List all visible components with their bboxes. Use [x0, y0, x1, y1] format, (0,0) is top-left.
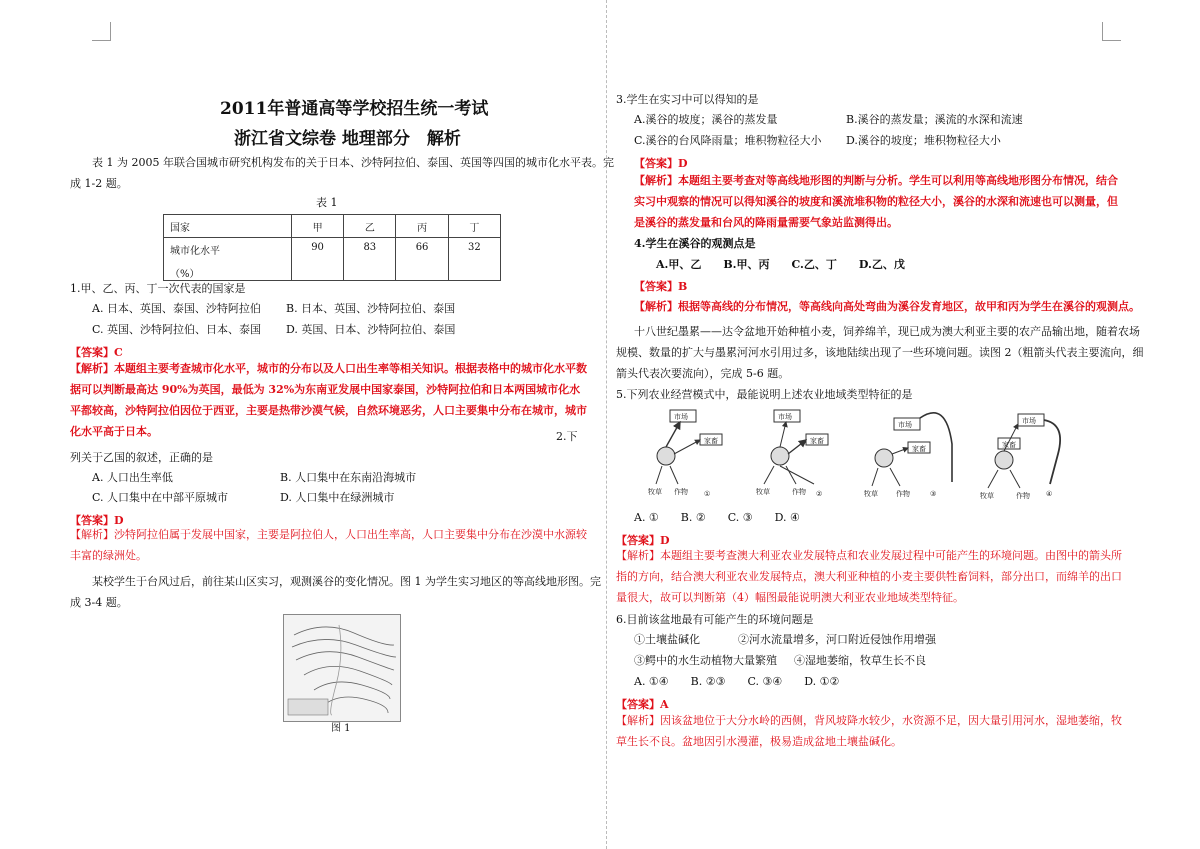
- statement-4: ④湿地萎缩，牧草生长不良: [794, 654, 926, 667]
- urbanization-table: [163, 214, 501, 281]
- table-caption: 表 1: [316, 196, 338, 209]
- question-2-tail: 2.下: [556, 430, 578, 443]
- intro-text: 表 1 为 2005 年联合国城市研究机构发布的关于日本、沙特阿拉伯、泰国、英国等四国的城市化水平表。完: [92, 156, 614, 169]
- question-1: 1.甲、乙、丙、丁一次代表的国家是: [70, 282, 246, 295]
- table-header-cell: 甲: [291, 215, 343, 238]
- label-crop: 作物: [792, 488, 806, 496]
- intro-text: 规模、数量的扩大与墨累河河水引用过多，该地陆续出现了一些环境问题。读图 2（粗箭头代表主要流向，细: [616, 346, 1144, 359]
- diagram-number-2: ②: [816, 490, 823, 498]
- table-row-label: [164, 238, 292, 281]
- explanation-4: 【解析】根据等高线的分布情况，等高线向高处弯曲为溪谷发育地区，故甲和丙为学生在溪谷的观测点。: [634, 300, 1140, 313]
- option-b: B.溪谷的蒸发量；溪流的水深和流速: [846, 113, 1023, 126]
- intro-text: 箭头代表次要流向），完成 5-6 题。: [616, 367, 790, 380]
- question-5-options: A. ① B. ② C. ③ D. ④: [634, 511, 800, 524]
- answer-1: 【答案】C: [70, 346, 123, 359]
- diagram-number-3: ③: [930, 490, 937, 498]
- label-pasture: 牧草: [648, 488, 662, 496]
- option-d: D.溪谷的坡度；堆积物粒径大小: [846, 134, 1001, 147]
- label-market: 市场: [674, 413, 688, 421]
- answer-5: 【答案】D: [616, 534, 670, 547]
- label-market: 市场: [898, 421, 912, 429]
- intro-text: 某校学生于台风过后，前往某山区实习，观测溪谷的变化情况。图 1 为学生实习地区的等高线地形图。完: [92, 575, 601, 588]
- table-unit: （%）: [170, 269, 200, 280]
- page-subtitle: 浙江省文综卷 地理部分 解析: [234, 129, 461, 149]
- label-market: 市场: [1022, 417, 1036, 425]
- option-c: C. 英国、沙特阿拉伯、日本、泰国: [92, 323, 262, 336]
- option-d: D. 人口集中在绿洲城市: [280, 491, 395, 504]
- option-a: A.溪谷的坡度；溪谷的蒸发量: [634, 113, 778, 126]
- table-header-cell: 国家: [164, 215, 292, 238]
- label-market: 市场: [778, 413, 792, 421]
- statement-1: ①土壤盐碱化: [634, 633, 700, 646]
- label-crop: 作物: [1016, 492, 1030, 500]
- label-pasture: 牧草: [756, 488, 770, 496]
- table-cell: 66: [396, 238, 448, 281]
- question-4-options: A.甲、乙 B.甲、丙 C.乙、丁 D.乙、戊: [656, 258, 905, 271]
- label-pasture: 牧草: [980, 492, 994, 500]
- explanation-1: 【解析】本题组主要考查城市化水平，城市的分布以及人口出生率等相关知识。根据表格中的城市化水平数据可以判断最高达 90%为英国，最低为 32%为东南亚发展中国家泰国，沙特阿拉伯和日本两国城市化水平都较高，沙特阿拉伯因位于西亚，主要是热带沙漠气候，自然环境恶劣，人口主要集中分布在城市，城市化水平高于日本。: [70, 362, 587, 438]
- question-3: 3.学生在实习中可以得知的是: [616, 93, 759, 106]
- label-crop: 作物: [674, 488, 688, 496]
- option-b: B. 人口集中在东南沿海城市: [280, 471, 417, 484]
- table-cell: 32: [448, 238, 500, 281]
- figure-caption: 图 1: [331, 723, 351, 734]
- table-cell: 83: [344, 238, 396, 281]
- page-divider: [606, 0, 607, 849]
- intro-text: 十八世纪墨累——达令盆地开始种植小麦，饲养绵羊，现已成为澳大利亚主要的农产品输出地，随着农场: [634, 325, 1140, 338]
- crop-mark: [92, 22, 111, 41]
- option-a: A. 日本、英国、泰国、沙特阿拉伯: [92, 302, 261, 315]
- contour-map-figure: [283, 614, 401, 722]
- statement-2: ②河水流量增多，河口附近侵蚀作用增强: [738, 633, 936, 646]
- option-c: C.溪谷的台风降雨量；堆积物粒径大小: [634, 134, 822, 147]
- label-crop: 作物: [896, 490, 910, 498]
- farming-diagrams: [646, 404, 1066, 500]
- option-c: C. 人口集中在中部平原城市: [92, 491, 229, 504]
- answer-6: 【答案】A: [616, 698, 669, 711]
- question-6: 6.目前该盆地最有可能产生的环境问题是: [616, 613, 814, 626]
- label-farm: 家畜: [810, 437, 824, 445]
- diagram-number-4: ④: [1046, 490, 1053, 498]
- intro-text: 成 3-4 题。: [70, 596, 128, 609]
- explanation-6: 【解析】因该盆地位于大分水岭的西侧，背风坡降水较少，水资源不足，因大量引用河水，湿地萎缩，牧草生长不良。盆地因引水漫灌，极易造成盆地土壤盐碱化。: [616, 714, 1122, 748]
- farming-models-figure: [646, 404, 1066, 500]
- option-b: B. 日本、英国、沙特阿拉伯、泰国: [286, 302, 456, 315]
- explanation-2: 【解析】沙特阿拉伯属于发展中国家，主要是阿拉伯人，人口出生率高，人口主要集中分布在沙漠中水源较丰富的绿洲处。: [70, 528, 587, 562]
- question-6-options: A. ①④ B. ②③ C. ③④ D. ①②: [634, 675, 840, 688]
- diagram-number-1: ①: [704, 490, 711, 498]
- question-5: 5.下列农业经营模式中，最能说明上述农业地域类型特征的是: [616, 388, 913, 401]
- crop-mark: [1102, 22, 1121, 41]
- table-header-cell: 乙: [344, 215, 396, 238]
- answer-3: 【答案】D: [634, 157, 688, 170]
- table-header-cell: 丁: [448, 215, 500, 238]
- label-farm: 家畜: [912, 445, 926, 453]
- label-farm: 家畜: [1002, 441, 1016, 449]
- option-d: D. 英国、日本、沙特阿拉伯、泰国: [286, 323, 456, 336]
- question-4: 4.学生在溪谷的观测点是: [634, 237, 756, 250]
- contour-lines: [284, 615, 400, 721]
- explanation-5: 【解析】本题组主要考查澳大利亚农业发展特点和农业发展过程中可能产生的环境问题。由图中的箭头所指的方向，结合澳大利亚农业发展特点，澳大利亚种植的小麦主要供牲畜饲料，部分出口，而绵羊的出口量很大，故可以判断第（4）幅图最能说明澳大利亚农业地域类型特征。: [616, 549, 1122, 604]
- label-farm: 家畜: [704, 437, 718, 445]
- explanation-3: 【解析】本题组主要考查对等高线地形图的判断与分析。学生可以利用等高线地形图分布情况，结合实习中观察的情况可以得知溪谷的坡度和溪流堆积物的粒径大小，溪谷的水深和流速也可以测量，但是溪谷的蒸发量和台风的降雨量需要气象站监测得出。: [634, 174, 1118, 229]
- label-pasture: 牧草: [864, 490, 878, 498]
- table-header-cell: 丙: [396, 215, 448, 238]
- table-cell: 90: [291, 238, 343, 281]
- page-title: 2011年普通高等学校招生统一考试: [220, 99, 489, 119]
- table-cell-text: 城市化水平: [170, 246, 220, 257]
- statement-3: ③鳄中的水生动植物大量繁殖: [634, 654, 777, 667]
- answer-2: 【答案】D: [70, 514, 124, 527]
- answer-4: 【答案】B: [634, 280, 688, 293]
- intro-text: 成 1-2 题。: [70, 177, 128, 190]
- question-2: 列关于乙国的叙述，正确的是: [70, 451, 213, 464]
- option-a: A. 人口出生率低: [92, 471, 173, 484]
